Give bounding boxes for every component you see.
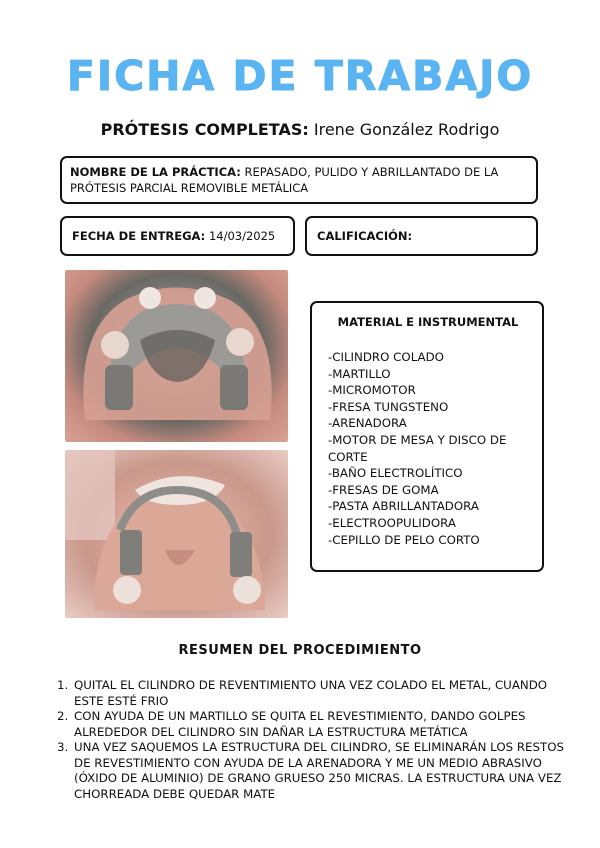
- materials-item: -FRESA TUNGSTENO: [328, 399, 449, 414]
- practice-name-box: [60, 156, 538, 204]
- prosthesis-photo-top-illustration: [65, 270, 288, 442]
- practice-value: REPASADO, PULIDO Y ABRILLANTADO DE LA PRÓTESIS PARCIAL REMOVIBLE METÁLICA: [70, 165, 499, 195]
- practice-label: NOMBRE DE LA PRÁCTICA:: [70, 165, 241, 179]
- delivery-date-box: [60, 216, 295, 256]
- procedure-steps: [58, 678, 572, 802]
- materials-list: [328, 349, 528, 548]
- page-title: FICHA DE TRABAJO: [66, 52, 534, 100]
- materials-item: -PASTA ABRILLANTADORA: [328, 499, 479, 514]
- materials-box: [310, 301, 544, 572]
- subtitle: [0, 120, 600, 139]
- materials-item: -MARTILLO: [328, 366, 391, 381]
- grade-label: CALIFICACIÓN:: [317, 229, 413, 243]
- procedure-step: 2. CON AYUDA DE UN MARTILLO SE QUITA EL REVESTIMIENTO, DANDO GOLPES ALREDEDOR DEL CILINDRO SIN DAÑAR LA ESTRUCTURA METÁTICA: [72, 709, 572, 740]
- materials-item: -CILINDRO COLADO: [328, 350, 444, 364]
- procedure-step: 3. UNA VEZ SAQUEMOS LA ESTRUCTURA DEL CILINDRO, SE ELIMINARÁN LOS RESTOS DE REVESTIMIENTO CON AYUDA DE LA ARENADORA Y ME UN MEDIO ABRASIVO (ÓXIDO DE ALUMINIO) DE GRANO GRUESO 250 MICRAS. LA ESTRUCTURA UNA VEZ CHORREADA DEBE QUEDAR MATE: [72, 740, 572, 802]
- prosthesis-photo-bottom-illustration: [65, 450, 288, 618]
- delivery-label: FECHA DE ENTREGA:: [72, 229, 206, 243]
- student-name: Irene González Rodrigo: [313, 120, 500, 139]
- procedure-step: 1. QUITAL EL CILINDRO DE REVENTIMIENTO UNA VEZ COLADO EL METAL, CUANDO ESTE ESTÉ FRIO: [72, 678, 572, 709]
- delivery-value: 14/03/2025: [208, 229, 276, 243]
- subtitle-label: PRÓTESIS COMPLETAS:: [100, 120, 309, 139]
- prosthesis-photo-top: [65, 270, 288, 442]
- materials-item: -ARENADORA: [328, 416, 407, 431]
- prosthesis-photo-bottom: [65, 450, 288, 618]
- materials-item: -BAÑO ELECTROLÍTICO: [328, 466, 463, 481]
- materials-item: -MOTOR DE MESA Y DISCO DE CORTE: [328, 432, 507, 464]
- procedure-heading: RESUMEN DEL PROCEDIMIENTO: [178, 643, 422, 658]
- grade-box: [305, 216, 538, 256]
- materials-item: -ELECTROOPULIDORA: [328, 515, 456, 530]
- materials-item: -CEPILLO DE PELO CORTO: [328, 532, 480, 547]
- materials-item: -MICROMOTOR: [328, 383, 416, 398]
- materials-item: -FRESAS DE GOMA: [328, 482, 439, 497]
- materials-heading: MATERIAL E INSTRUMENTAL: [337, 315, 519, 329]
